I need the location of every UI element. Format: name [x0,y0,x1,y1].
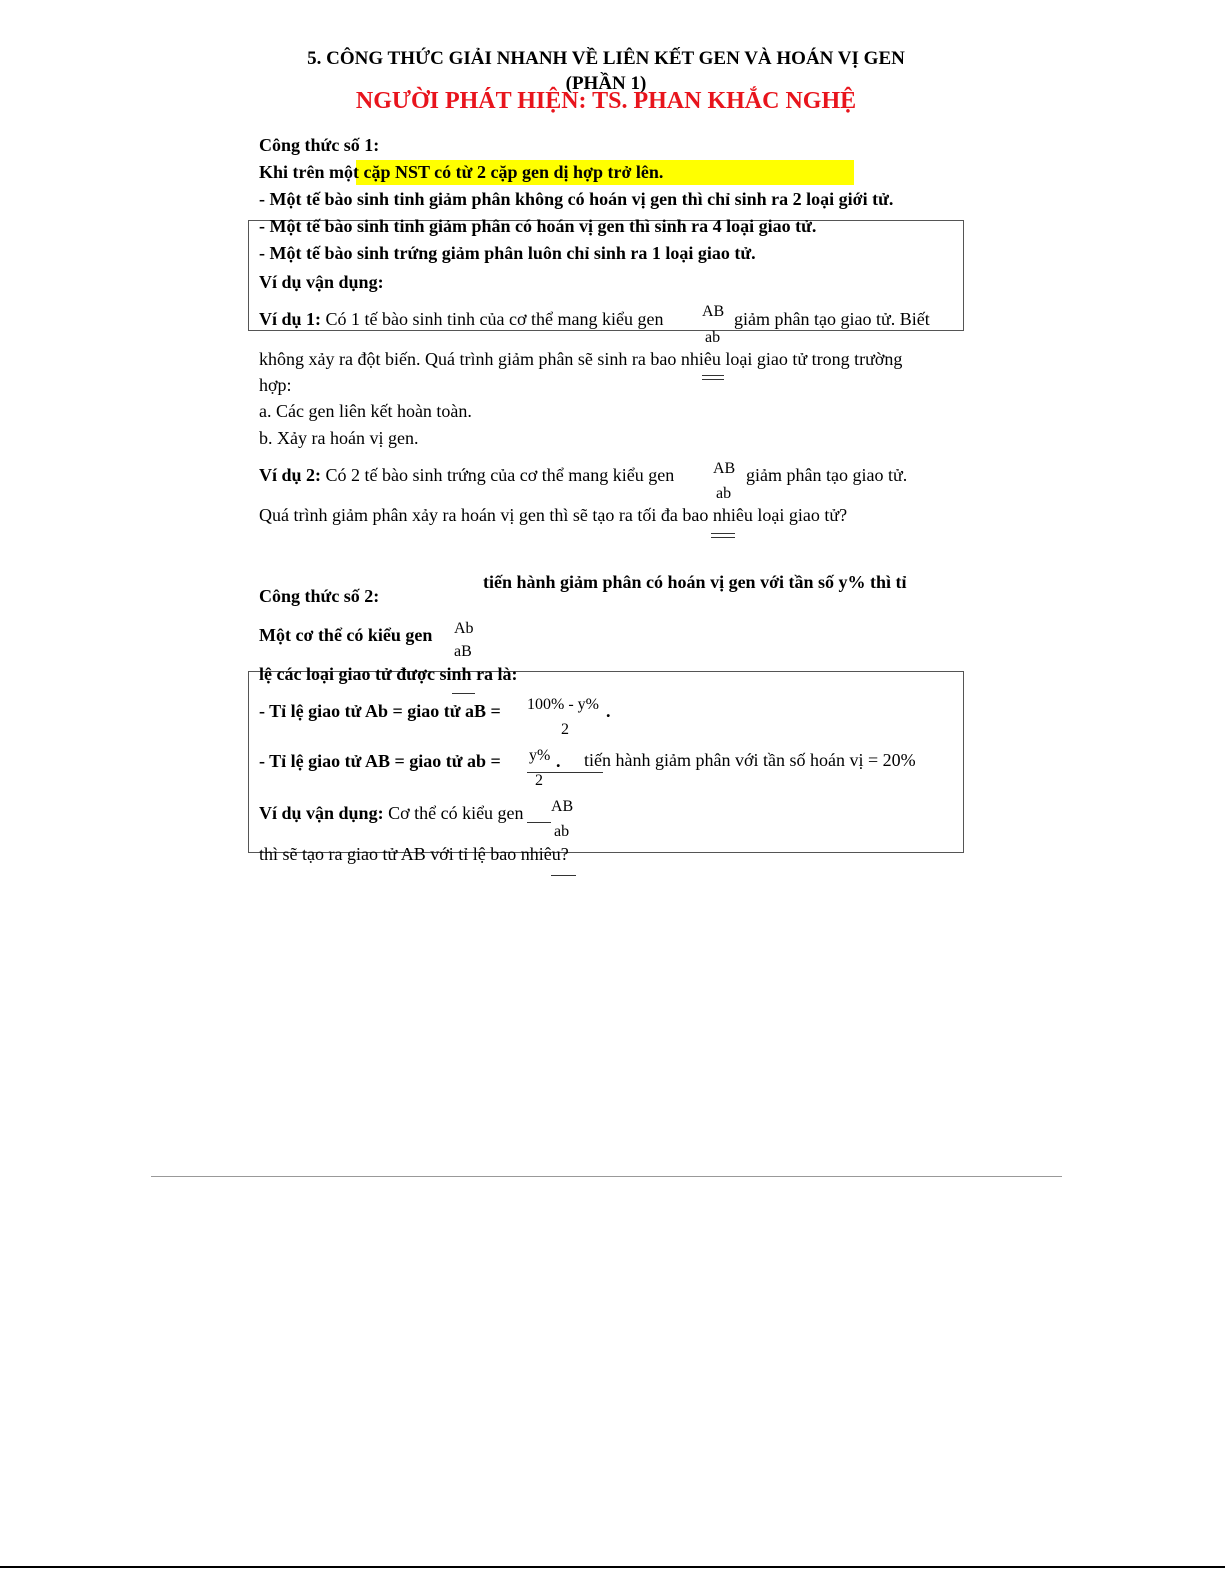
author-line: NGƯỜI PHÁT HIỆN: TS. PHAN KHẮC NGHỆ [355,88,857,114]
fraction-bar [527,822,551,823]
fraction-bar [702,375,724,376]
example1-text-b: giảm phân tạo giao tử. Biết [734,309,930,329]
formula2-rule1-end: . [606,701,611,721]
formula1-heading: Công thức số 1: [259,135,380,155]
formula2-heading: Công thức số 2: [259,586,380,606]
formula2-rule2: - Tỉ lệ giao tử AB = giao tử ab = [259,751,501,771]
document-part: (PHẦN 1) [565,73,647,94]
formula2-body-line2: lệ các loại giao tử được sinh ra là: [259,664,518,684]
example2-genotype-denominator: ab [716,485,732,502]
formula1-intro [259,161,663,183]
formula2-rule2-dot: . [556,751,561,771]
example2-line2: Quá trình giảm phân xảy ra hoán vị gen thì sẽ tạo ra tối đa bao nhiêu loại giao tử? [259,505,848,525]
fraction-bar [711,533,735,534]
formula2-apply-denominator: ab [554,823,570,840]
example1-genotype-numerator: AB [702,303,725,320]
formula2-rule2-tail: tiến hành giảm phân với tần số hoán vị = 20% [584,750,916,770]
example2-line1 [259,464,674,486]
fraction-bar [711,537,735,538]
formula2-genotype-denominator: aB [454,643,472,660]
example2-genotype-numerator: AB [713,460,736,477]
formula2-rule1-denominator: 2 [561,721,569,738]
fraction-bar [551,875,576,876]
example1-label: Ví dụ 1: [259,309,322,329]
example2-label: Ví dụ 2: [259,465,322,485]
formula2-rule1: - Tỉ lệ giao tử Ab = giao tử aB = [259,701,501,721]
example1-option-b: b. Xảy ra hoán vị gen. [259,428,419,448]
example1-genotype-denominator: ab [705,329,721,346]
formula2-rule2-denominator: 2 [535,772,543,789]
document-title: 5. CÔNG THỨC GIẢI NHANH VỀ LIÊN KẾT GEN VÀ HOÁN VỊ GEN [307,48,905,69]
formula1-rule1: - Một tế bào sinh tinh giảm phân không có hoán vị gen thì chỉ sinh ra 2 loại giới tử. [259,189,894,209]
example2-text-b: giảm phân tạo giao tử. [746,465,908,485]
formula2-apply-line1 [259,802,524,824]
formula2-apply-numerator: AB [551,798,574,815]
example1-option-a: a. Các gen liên kết hoàn toàn. [259,401,472,421]
example1-line1 [259,308,663,330]
formula2-rule1-numerator: 100% - y% [527,696,599,713]
formula1-apply-heading: Ví dụ vận dụng: [259,272,384,292]
formula2-apply-a: Cơ thể có kiểu gen [388,803,524,823]
fraction-bar [452,693,475,694]
page-divider [151,1176,1062,1177]
formula1-rule3: - Một tế bào sinh trứng giảm phân luôn chỉ sinh ra 1 loại giao tử. [259,243,756,263]
formula2-genotype-numerator: Ab [454,620,474,637]
formula1-intro-a: Khi trên mộ [259,162,353,182]
fraction-bar [702,379,724,380]
example2-text-a: Có 2 tế bào sinh trứng của cơ thể mang kiểu gen [325,465,675,485]
example1-line3: hợp: [259,375,292,395]
formula2-floating-text: tiến hành giảm phân có hoán vị gen với tần số y% thì tỉ [483,572,907,592]
formula1-intro-b: t cặp NST có từ 2 cặp gen dị hợp trở lên. [353,162,664,182]
example1-line2: không xảy ra đột biến. Quá trình giảm phân sẽ sinh ra bao nhiêu loại giao tử trong trường [259,349,903,369]
formula2-body-a: Một cơ thể có kiểu gen [259,625,433,645]
formula2-apply-line2: thì sẽ tạo ra giao tử AB với tỉ lệ bao nhiêu? [259,844,569,864]
formula2-rule2-numerator: y% [529,747,551,764]
page-bottom-border [0,1566,1225,1568]
formula1-rule2: - Một tế bào sinh tinh giảm phân có hoán vị gen thì sinh ra 4 loại giao tử. [259,216,817,236]
example1-text-a: Có 1 tế bào sinh tinh của cơ thể mang kiểu gen [325,309,664,329]
formula2-apply-label: Ví dụ vận dụng: [259,803,384,823]
